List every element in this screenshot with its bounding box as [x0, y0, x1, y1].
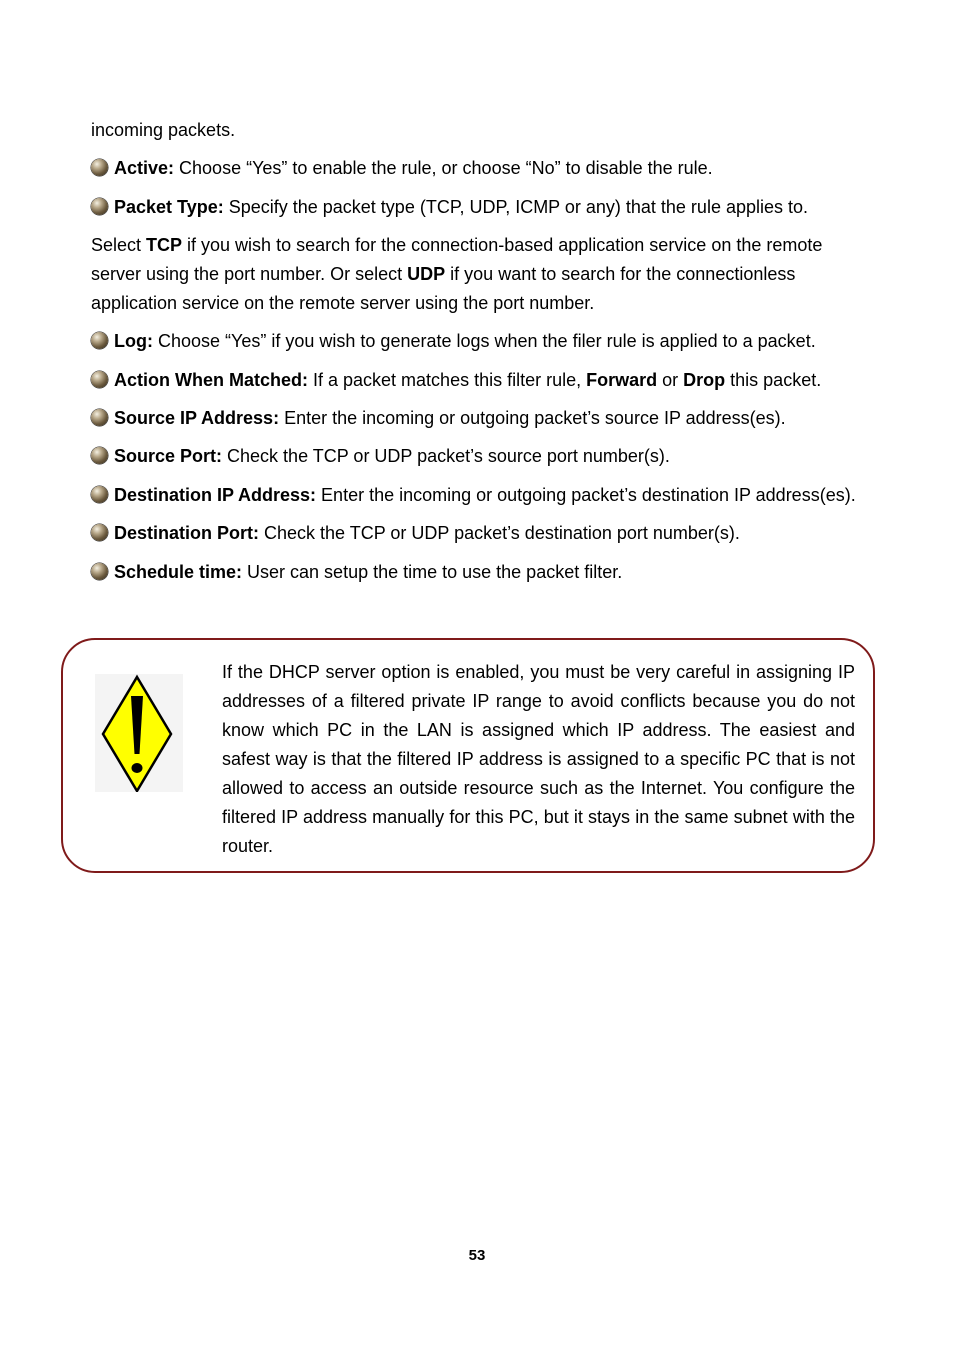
item-label: Active: [114, 158, 175, 179]
item-label: Source Port: [114, 446, 223, 467]
drop-term: Drop [683, 369, 726, 390]
bullet-icon [91, 563, 108, 580]
bullet-icon [91, 409, 108, 426]
item-text: Check the TCP or UDP packet’s source port number(s). [222, 446, 670, 467]
item-label: Source IP Address: [114, 407, 280, 428]
text-run: this packet. [725, 369, 822, 390]
note-box [61, 638, 875, 873]
item-text: Enter the incoming or outgoing packet’s source IP address(es). [279, 407, 786, 428]
item-text: Choose “Yes” if you wish to generate logs when the filer rule is applied to a packet. [152, 331, 816, 352]
bullet-icon [91, 524, 108, 541]
item-packet-type [91, 193, 867, 222]
item-text: Specify the packet type (TCP, UDP, ICMP or any) that the rule applies to. [223, 196, 809, 217]
bullet-icon [91, 198, 108, 215]
item-source-port [91, 442, 867, 471]
item-label: Destination Port: [114, 523, 260, 544]
item-active [91, 154, 867, 183]
page-number: 53 [468, 1247, 486, 1264]
bullet-icon [91, 332, 108, 349]
item-label: Schedule time: [114, 561, 243, 582]
tcp-term: TCP [146, 235, 183, 256]
item-label: Packet Type: [114, 196, 224, 217]
warning-icon [95, 674, 183, 792]
bullet-icon [91, 447, 108, 464]
item-log [91, 327, 867, 356]
item-destination-port [91, 519, 867, 548]
text-run: if you want to search for the connectionless application service on the remote server using the port number. [91, 263, 796, 313]
bullet-icon [91, 486, 108, 503]
item-label: Log: [114, 331, 153, 352]
item-destination-ip [91, 481, 867, 510]
text-run: or [657, 369, 684, 390]
item-action-when-matched [91, 366, 867, 395]
note-text: If the DHCP server option is enabled, you must be very careful in assigning IP addresses of a filtered private IP range to avoid conflicts because you do not know which PC in the LAN is assigned which IP address. The easiest and safest way is that the filtered IP address is assigned to a specific PC that is not allowed to access an outside resource such as the Internet. You configure the filtered IP address manually for this PC, but it stays in the same subnet with the router. [222, 662, 855, 856]
udp-term: UDP [407, 263, 446, 284]
item-text: User can setup the time to use the packet filter. [242, 561, 623, 582]
bullet-icon [91, 159, 108, 176]
item-text: Enter the incoming or outgoing packet’s destination IP address(es). [316, 484, 856, 505]
item-text: Check the TCP or UDP packet’s destination port number(s). [259, 523, 740, 544]
item-text: Choose “Yes” to enable the rule, or choose “No” to disable the rule. [174, 158, 713, 179]
select-paragraph [91, 231, 867, 317]
text-run: If a packet matches this filter rule, [308, 369, 587, 390]
document-body [91, 116, 867, 596]
item-schedule-time [91, 558, 867, 587]
intro-text: incoming packets. [91, 120, 236, 140]
forward-term: Forward [586, 369, 658, 390]
text-run: if you wish to search for the connection-based application service on the remote server using the port number. Or select [91, 235, 823, 284]
item-label: Destination IP Address: [114, 484, 317, 505]
item-source-ip [91, 404, 867, 433]
text-run: Select [91, 235, 147, 256]
item-label: Action When Matched: [114, 369, 308, 390]
bullet-icon [91, 371, 108, 388]
